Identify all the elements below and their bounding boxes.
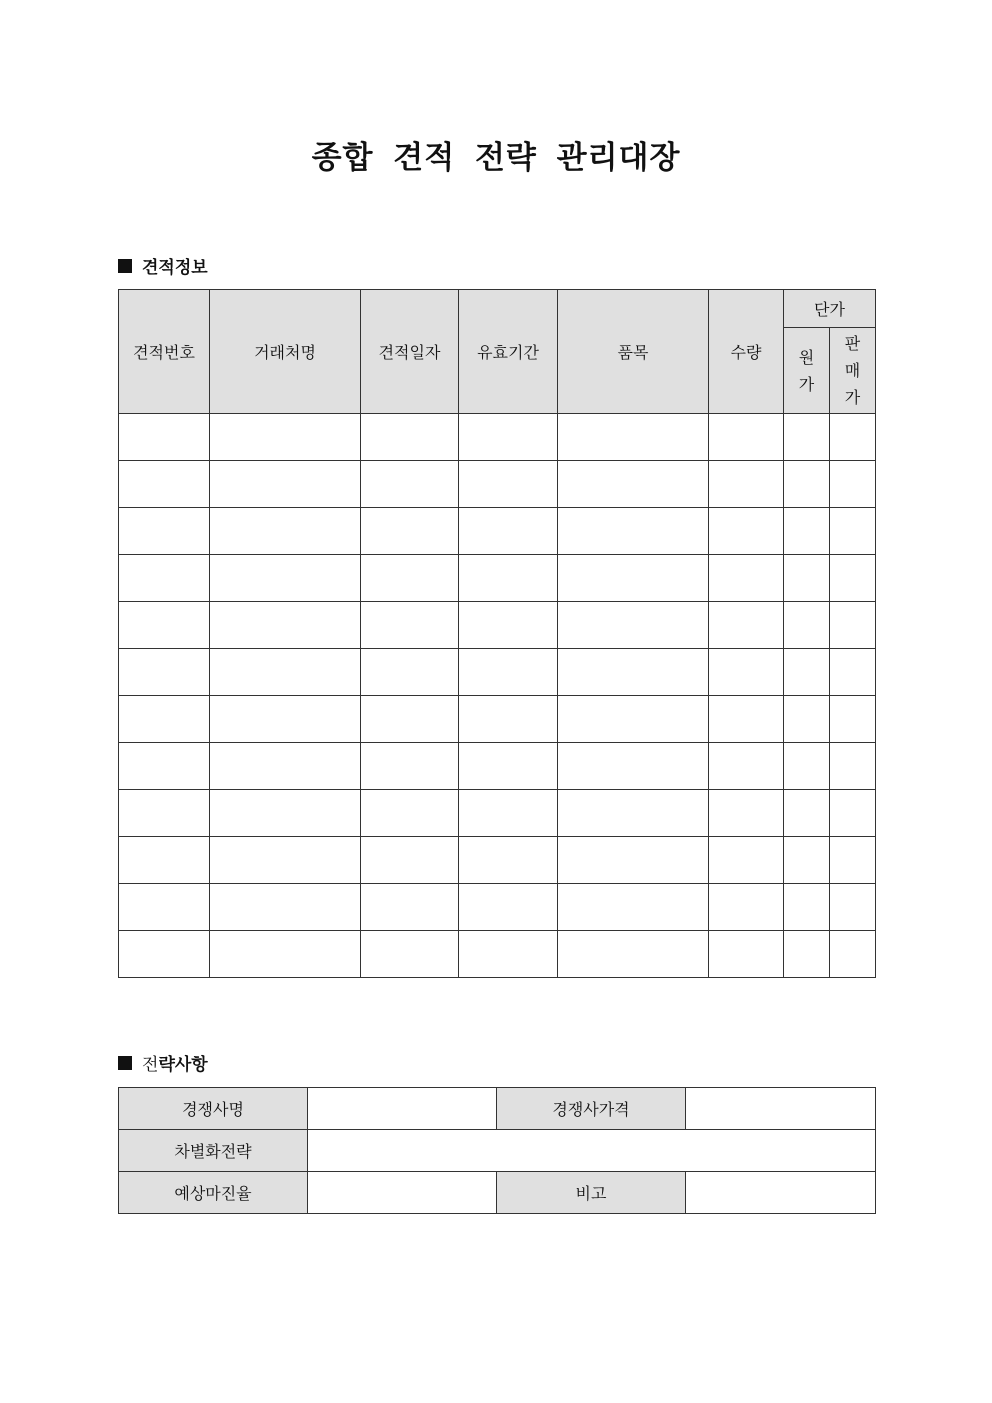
table-cell[interactable]	[558, 602, 709, 649]
page-title: 종합 견적 전략 관리대장	[311, 140, 681, 176]
table-cell[interactable]	[361, 649, 459, 696]
table-cell[interactable]	[830, 790, 876, 837]
table-cell[interactable]	[709, 414, 784, 461]
table-cell[interactable]	[830, 743, 876, 790]
section-title-label: 견적정보	[142, 258, 208, 278]
table-cell[interactable]	[210, 837, 361, 884]
label-differentiation: 차별화전략	[119, 1130, 308, 1172]
table-row	[119, 696, 876, 743]
header-valid-period: 유효기간	[459, 290, 558, 414]
table-cell[interactable]	[119, 555, 210, 602]
header-sale-price	[830, 328, 876, 414]
table-cell[interactable]	[784, 837, 830, 884]
table-cell[interactable]	[830, 884, 876, 931]
header-client: 거래처명	[210, 290, 361, 414]
section-title-strategy	[118, 1050, 208, 1075]
header-unit-price: 단가	[784, 290, 876, 328]
table-cell[interactable]	[830, 461, 876, 508]
table-cell[interactable]	[830, 555, 876, 602]
section-title-rest: 략사항	[158, 1055, 208, 1075]
header-quantity: 수량	[709, 290, 784, 414]
table-cell[interactable]	[361, 414, 459, 461]
label-competitor: 경쟁사명	[119, 1088, 308, 1130]
value-expected-margin[interactable]	[308, 1172, 497, 1214]
table-cell[interactable]	[459, 649, 558, 696]
table-cell[interactable]	[558, 508, 709, 555]
table-row	[119, 743, 876, 790]
table-cell[interactable]	[119, 696, 210, 743]
table-cell[interactable]	[784, 508, 830, 555]
table-cell[interactable]	[784, 461, 830, 508]
header-item: 품목	[558, 290, 709, 414]
table-cell[interactable]	[459, 508, 558, 555]
table-cell[interactable]	[709, 931, 784, 978]
table-cell[interactable]	[558, 649, 709, 696]
table-cell[interactable]	[210, 696, 361, 743]
table-cell[interactable]	[210, 649, 361, 696]
table-row	[119, 837, 876, 884]
table-cell[interactable]	[558, 790, 709, 837]
table-cell[interactable]	[459, 602, 558, 649]
table-cell[interactable]	[210, 884, 361, 931]
table-cell[interactable]	[210, 414, 361, 461]
table-cell[interactable]	[119, 414, 210, 461]
table-cell[interactable]	[361, 743, 459, 790]
square-bullet-icon	[118, 259, 132, 273]
table-row	[119, 555, 876, 602]
table-cell[interactable]	[784, 790, 830, 837]
table-cell[interactable]	[784, 555, 830, 602]
table-row	[119, 649, 876, 696]
table-cell[interactable]	[709, 696, 784, 743]
table-cell[interactable]	[119, 884, 210, 931]
table-cell[interactable]	[119, 602, 210, 649]
table-cell[interactable]	[558, 461, 709, 508]
table-cell[interactable]	[210, 931, 361, 978]
table-cell[interactable]	[459, 555, 558, 602]
table-cell[interactable]	[784, 884, 830, 931]
header-sale-price-char: 매	[844, 361, 861, 380]
table-cell[interactable]	[459, 414, 558, 461]
table-cell[interactable]	[784, 931, 830, 978]
table-cell[interactable]	[459, 461, 558, 508]
table-cell[interactable]	[459, 931, 558, 978]
table-row	[119, 884, 876, 931]
table-cell[interactable]	[830, 649, 876, 696]
table-cell[interactable]	[361, 931, 459, 978]
table-cell[interactable]	[119, 790, 210, 837]
table-cell[interactable]	[558, 837, 709, 884]
table-cell[interactable]	[830, 602, 876, 649]
table-cell[interactable]	[830, 837, 876, 884]
table-cell[interactable]	[210, 508, 361, 555]
table-cell[interactable]	[784, 696, 830, 743]
table-cell[interactable]	[558, 696, 709, 743]
table-cell[interactable]	[558, 743, 709, 790]
table-row	[119, 508, 876, 555]
table-cell[interactable]	[459, 790, 558, 837]
header-quote-date: 견적일자	[361, 290, 459, 414]
table-cell[interactable]	[210, 461, 361, 508]
header-cost-char: 가	[798, 374, 815, 394]
table-cell[interactable]	[558, 414, 709, 461]
table-cell[interactable]	[558, 884, 709, 931]
table-cell[interactable]	[210, 790, 361, 837]
table-cell[interactable]	[709, 602, 784, 649]
header-sale-price-char: 판	[844, 334, 861, 353]
table-cell[interactable]	[830, 931, 876, 978]
table-cell[interactable]	[119, 931, 210, 978]
table-cell[interactable]	[709, 884, 784, 931]
table-cell[interactable]	[459, 837, 558, 884]
table-cell[interactable]	[459, 743, 558, 790]
table-cell[interactable]	[459, 696, 558, 743]
table-cell[interactable]	[119, 837, 210, 884]
header-cost	[784, 328, 830, 414]
table-cell[interactable]	[784, 414, 830, 461]
table-cell[interactable]	[709, 743, 784, 790]
table-cell[interactable]	[709, 508, 784, 555]
label-remarks: 비고	[497, 1172, 686, 1214]
table-cell[interactable]	[709, 649, 784, 696]
table-cell[interactable]	[709, 790, 784, 837]
table-cell[interactable]	[784, 743, 830, 790]
table-cell[interactable]	[119, 743, 210, 790]
value-competitor-price[interactable]	[686, 1088, 876, 1130]
table-cell[interactable]	[830, 508, 876, 555]
header-quote-no: 견적번호	[119, 290, 210, 414]
table-row	[119, 602, 876, 649]
table-row	[119, 931, 876, 978]
table-cell[interactable]	[210, 602, 361, 649]
square-bullet-icon	[118, 1056, 132, 1070]
section-title-first-char: 전	[142, 1055, 159, 1075]
table-row	[119, 461, 876, 508]
table-cell[interactable]	[210, 555, 361, 602]
section-title-quote-info	[118, 253, 208, 278]
table-cell[interactable]	[830, 696, 876, 743]
value-differentiation[interactable]	[308, 1130, 876, 1172]
table-cell[interactable]	[558, 931, 709, 978]
strategy-table	[118, 1087, 876, 1214]
table-cell[interactable]	[361, 461, 459, 508]
table-cell[interactable]	[119, 649, 210, 696]
table-cell[interactable]	[361, 696, 459, 743]
table-cell[interactable]	[361, 555, 459, 602]
table-cell[interactable]	[709, 461, 784, 508]
table-cell[interactable]	[784, 602, 830, 649]
table-cell[interactable]	[361, 508, 459, 555]
table-cell[interactable]	[361, 884, 459, 931]
table-cell[interactable]	[709, 837, 784, 884]
label-expected-margin: 예상마진율	[119, 1172, 308, 1214]
value-competitor[interactable]	[308, 1088, 497, 1130]
table-cell[interactable]	[119, 461, 210, 508]
value-remarks[interactable]	[686, 1172, 876, 1214]
table-cell[interactable]	[361, 837, 459, 884]
table-cell[interactable]	[361, 602, 459, 649]
label-competitor-price: 경쟁사가격	[497, 1088, 686, 1130]
table-row	[119, 790, 876, 837]
table-cell[interactable]	[830, 414, 876, 461]
header-sale-price-char: 가	[844, 388, 861, 407]
table-row	[119, 414, 876, 461]
table-cell[interactable]	[210, 743, 361, 790]
header-cost-char: 원	[798, 347, 815, 367]
table-cell[interactable]	[459, 884, 558, 931]
table-cell[interactable]	[558, 555, 709, 602]
table-cell[interactable]	[709, 555, 784, 602]
table-cell[interactable]	[361, 790, 459, 837]
table-cell[interactable]	[119, 508, 210, 555]
quote-info-table	[118, 289, 876, 978]
table-cell[interactable]	[784, 649, 830, 696]
